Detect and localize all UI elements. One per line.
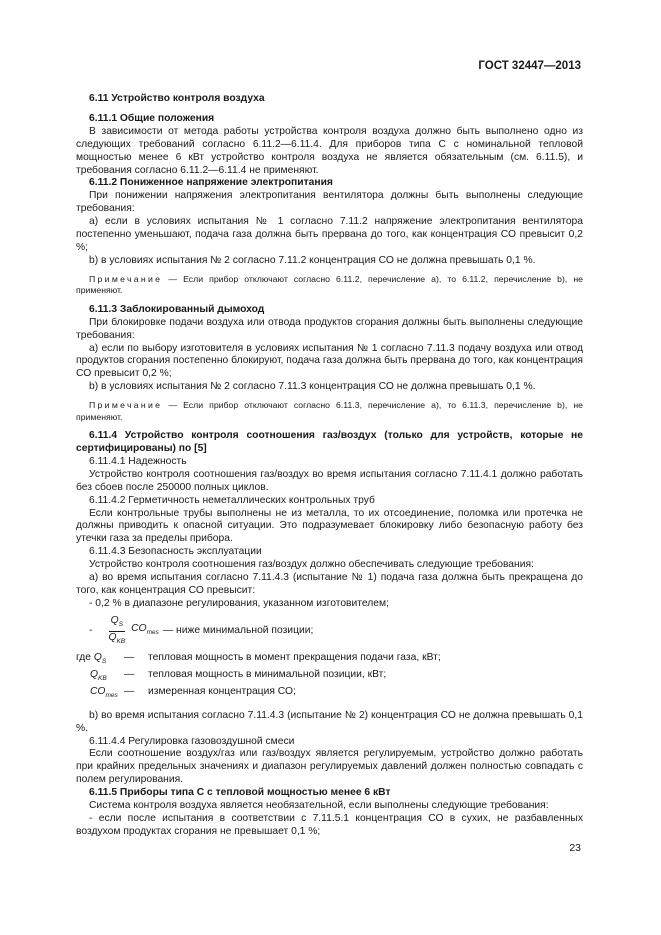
definition-dash: — [124,668,135,680]
document-body [76,93,583,839]
section-6-11-5-title: 6.11.5 Приборы типа С с тепловой мощностью менее 6 кВт [89,787,391,799]
standard-number: ГОСТ 32447—2013 [478,60,581,72]
paragraph: Устройство контроля соотношения газ/воздух должно обеспечивать следующие требования: [89,559,534,571]
definition-row [76,652,583,669]
section-6-11-2-title: 6.11.2 Пониженное напряжение электропитания [89,177,333,189]
subsection-title: 6.11.4.4 Регулировка газовоздушной смеси [89,735,295,747]
paragraph: При понижении напряжения электропитания вентилятора должны быть выполнены следующие требования: [76,190,583,215]
list-item: - если после испытания в соответствии с 7.11.5.1 концентрация СО в сухих, не разбавленных воздухом продуктах сгорания не превышает 0,1 %; [76,813,583,837]
list-item: b) в условиях испытания № 2 согласно 7.11.2 концентрация СО не должна превышать 0,1 %. [89,254,536,266]
subsection-title: 6.11.4.2 Герметичность неметаллических контрольных труб [89,494,375,506]
note-label: Примечание [89,400,163,411]
list-item: а) если по выбору изготовителя в условиях испытания № 1 согласно 7.11.3 подачу воздуха или отвод продуктов сгорания постепенно блокируют, подача газа должна быть прервана до того, как концентрация СО превысит 0,2 %; [76,342,583,380]
fraction-numerator: $Q_S$ [109,615,125,632]
definition-symbol: $CO_{mes}$ [90,685,118,699]
definition-text: тепловая мощность в момент прекращения подачи газа, кВт; [148,651,441,663]
formula-dash: - [89,624,93,636]
section-6-11-1-title: 6.11.1 Общие положения [89,112,215,124]
paragraph: Система контроля воздуха является необязательной, если выполнены следующие требования: [89,800,549,812]
definition-dash: — [124,685,135,697]
list-item: а) если в условиях испытания № 1 согласно 7.11.2 напряжение электропитания вентилятора постепенно уменьшают, подача газа должна быть прервана до того, как концентрация СО превысит 0,2 %; [76,216,583,253]
definition-symbol: где $Q_S$ [76,651,107,665]
note-text: — Если прибор отключают согласно 6.11.3, перечисление а), то 6.11.3, перечисление b), не применяют. [76,400,583,422]
note [76,400,583,423]
paragraph: При блокировке подачи воздуха или отвода продуктов сгорания должны быть выполнены следующие требования: [76,316,583,341]
subsection-title: 6.11.4.1 Надежность [89,455,187,467]
definition-row [76,669,583,686]
formula-text: — ниже минимальной позиции; [162,624,314,636]
definition-text: тепловая мощность в минимальной позиции, кВт; [148,668,387,680]
note [76,274,583,297]
list-item: а) во время испытания согласно 7.11.4.3 (испытание № 1) подача газа должна быть прекращена до того, как концентрация СО превысит: [76,572,583,596]
list-item: b) во время испытания согласно 7.11.4.3 (испытание № 2) концентрация СО не должна превышать 0,1 %. [76,709,583,734]
paragraph: Если соотношение воздух/газ или газ/воздух является регулируемым, устройство должно работать при крайних предельных значениях и диапазон регулируемых давлений должен полностью совпадать с полем регулирования. [76,748,583,786]
definition-dash: — [124,651,135,663]
paragraph: В зависимости от метода работы устройства контроля воздуха должно быть выполнено одно из следующих требований согласно 6.11.2—6.11.4. Для приборов типа С с номинальной тепловой мощностью менее 6 кВт устройство контроля воздуха не является обязательным (см. 6.11.5), и требования согласно 6.11.2—6.11.4 не применяют. [76,125,583,176]
subsection-title: 6.11.4.3 Безопасность эксплуатации [89,546,262,558]
section-6-11-title: 6.11 Устройство контроля воздуха [89,93,265,104]
page-number: 23 [569,842,581,854]
section-6-11-3-title: 6.11.3 Заблокированный дымоход [89,303,265,315]
note-label: Примечание [89,273,163,284]
formula-co: $CO_{mes}$ [131,622,159,636]
definition-text: измеренная концентрация СО; [148,685,296,697]
definition-symbol: $Q_{KB}$ [90,668,107,682]
list-item: b) в условиях испытания № 2 согласно 7.11.3 концентрация СО не должна превышать 0,1 %. [89,381,536,393]
paragraph: Устройство контроля соотношения газ/воздух во время испытания согласно 7.11.4.1 должно работать без сбоев после 250000 полных циклов. [76,468,583,493]
definition-row [76,686,583,703]
section-6-11-4-title: 6.11.4 Устройство контроля соотношения газ/воздух (только для устройств, которые не сертифицированы) по [5] [76,430,583,455]
paragraph: Если контрольные трубы выполнены не из металла, то их отсоединение, поломка или протечка не должны приводить к опасной ситуации. Это подразумевает блокировку либо безопасную работу без утечки газа за пределы прибора. [76,507,583,545]
fraction-denominator: $Q_{KB}$ [108,631,126,645]
note-text: — Если прибор отключают согласно 6.11.2, перечисление а), то 6.11.2, перечисление b), не применяют. [76,273,583,296]
list-item: - 0,2 % в диапазоне регулирования, указанном изготовителем; [89,597,389,609]
symbol-definitions [76,652,583,703]
formula [89,615,583,648]
fraction [106,615,127,648]
